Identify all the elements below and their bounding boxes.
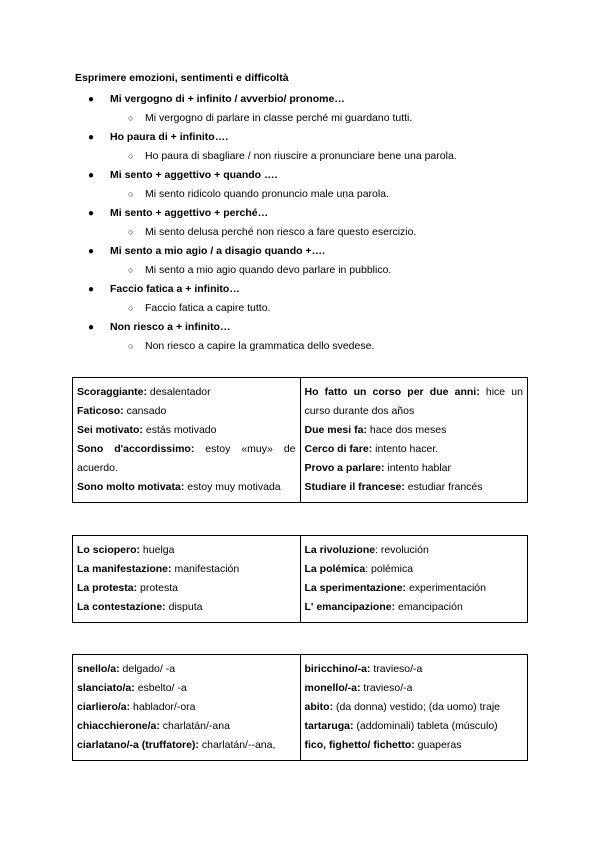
vocab-entry xyxy=(305,421,524,440)
vocab-column-right xyxy=(300,655,528,761)
list-subitem xyxy=(0,299,600,318)
expression-example: Non riesco a capire la grammatica dello svedese. xyxy=(145,340,375,352)
vocab-definition: estás motivado xyxy=(142,424,217,436)
expression-list xyxy=(0,90,600,356)
vocab-term: Sono d'accordissimo: xyxy=(77,443,195,455)
expression-phrase: Non riesco a + infinito… xyxy=(110,321,231,333)
vocab-definition: travieso/-a xyxy=(360,682,413,694)
vocab-term: ciarlatano/-a (truffatore): xyxy=(77,739,199,751)
vocab-term: La contestazione: xyxy=(77,601,166,613)
vocab-column-left xyxy=(73,655,301,761)
vocab-entry xyxy=(305,679,524,698)
vocab-entry xyxy=(77,598,296,617)
vocab-entry xyxy=(77,402,296,421)
vocab-definition: huelga xyxy=(140,544,175,556)
vocab-table-motivation xyxy=(72,377,528,503)
vocab-term: biricchino/-a: xyxy=(304,663,371,675)
bullet-icon: ● xyxy=(88,246,95,257)
vocab-entry xyxy=(77,660,296,679)
vocab-definition: delgado/ -a xyxy=(119,663,176,675)
vocab-term: La protesta: xyxy=(77,582,138,594)
vocab-term: slanciato/a: xyxy=(77,682,135,694)
vocab-term: La polémica xyxy=(304,563,366,575)
vocab-term: La rivoluzione xyxy=(304,544,376,556)
vocab-term: abito: xyxy=(304,701,334,713)
vocab-entry xyxy=(305,459,524,478)
vocab-definition: esbelto/ -a xyxy=(134,682,187,694)
vocab-entry xyxy=(305,579,524,598)
vocab-term: Cerco di fare: xyxy=(304,443,373,455)
bullet-icon: ● xyxy=(88,170,95,181)
circle-bullet-icon: ○ xyxy=(128,265,134,275)
vocab-definition: : polémica xyxy=(365,563,414,575)
vocab-entry xyxy=(77,541,296,560)
vocab-definition: (addominali) tableta (músculo) xyxy=(353,720,498,732)
vocab-entry xyxy=(77,440,296,478)
list-item xyxy=(0,280,600,299)
vocab-definition: hice un curso durante dos años xyxy=(304,386,523,417)
circle-bullet-icon: ○ xyxy=(128,227,134,237)
circle-bullet-icon: ○ xyxy=(128,151,134,161)
vocab-definition: travieso/-a xyxy=(370,663,423,675)
vocab-definition: cansado xyxy=(123,405,167,417)
vocab-term: Sei motivato: xyxy=(77,424,143,436)
vocab-entry xyxy=(305,598,524,617)
vocab-table-descriptions xyxy=(72,654,528,761)
vocab-entry xyxy=(305,478,524,497)
expression-phrase: Mi vergogno di + infinito / avverbio/ pronome… xyxy=(110,93,345,105)
vocab-term: fico, fighetto/ fichetto: xyxy=(304,739,415,751)
bullet-icon: ● xyxy=(88,132,95,143)
expression-example: Mi sento ridicolo quando pronuncio male una parola. xyxy=(145,188,389,200)
vocab-column-left xyxy=(73,536,301,623)
vocab-definition: hablador/-ora xyxy=(130,701,196,713)
vocab-definition: disputa xyxy=(165,601,203,613)
vocab-entry xyxy=(77,698,296,717)
vocab-column-left xyxy=(73,378,301,503)
vocab-term: snello/a: xyxy=(77,663,120,675)
expression-phrase: Faccio fatica a + infinito… xyxy=(110,283,240,295)
vocab-table-protest xyxy=(72,535,528,623)
vocab-entry xyxy=(77,736,296,755)
vocab-entry xyxy=(305,440,524,459)
vocab-term: Due mesi fa: xyxy=(304,424,367,436)
vocab-definition: manifestación xyxy=(171,563,240,575)
vocab-entry xyxy=(77,560,296,579)
vocab-entry xyxy=(305,660,524,679)
circle-bullet-icon: ○ xyxy=(128,303,134,313)
vocab-definition: guaperas xyxy=(414,739,462,751)
bullet-icon: ● xyxy=(88,94,95,105)
vocab-term: Sono molto motivata: xyxy=(77,481,185,493)
vocab-definition: intento hacer. xyxy=(372,443,439,455)
vocab-term: Faticoso: xyxy=(77,405,124,417)
vocab-column-right xyxy=(300,536,528,623)
vocab-term: Scoraggiante: xyxy=(77,386,148,398)
vocab-definition: estoy muy motivada xyxy=(184,481,281,493)
list-item xyxy=(0,166,600,185)
expression-example: Mi sento a mio agio quando devo parlare in pubblico. xyxy=(145,264,392,276)
vocab-entry xyxy=(305,383,524,421)
vocab-term: Studiare il francese: xyxy=(304,481,405,493)
expression-example: Mi vergogno di parlare in classe perché mi guardano tutti. xyxy=(145,112,413,124)
vocab-term: chiacchierone/a: xyxy=(77,720,160,732)
section-heading: Esprimere emozioni, sentimenti e difficoltà xyxy=(75,72,289,84)
vocab-definition: hace dos meses xyxy=(366,424,447,436)
vocab-definition: charlatán/-ana xyxy=(159,720,230,732)
vocab-term: La manifestazione: xyxy=(77,563,172,575)
vocab-entry xyxy=(305,717,524,736)
expression-example: Faccio fatica a capire tutto. xyxy=(145,302,271,314)
vocab-term: Ho fatto un corso per due anni: xyxy=(304,386,480,398)
vocab-definition: intento hablar xyxy=(384,462,452,474)
list-item xyxy=(0,204,600,223)
vocab-entry xyxy=(77,717,296,736)
vocab-entry xyxy=(305,541,524,560)
vocab-definition: desalentador xyxy=(147,386,211,398)
list-subitem xyxy=(0,261,600,280)
list-subitem xyxy=(0,337,600,356)
bullet-icon: ● xyxy=(88,284,95,295)
list-subitem xyxy=(0,109,600,128)
list-item xyxy=(0,242,600,261)
circle-bullet-icon: ○ xyxy=(128,189,134,199)
circle-bullet-icon: ○ xyxy=(128,113,134,123)
expression-example: Mi sento delusa perché non riesco a fare questo esercizio. xyxy=(145,226,417,238)
circle-bullet-icon: ○ xyxy=(128,341,134,351)
list-subitem xyxy=(0,147,600,166)
vocab-definition: protesta xyxy=(137,582,178,594)
vocab-entry xyxy=(77,679,296,698)
vocab-entry xyxy=(305,736,524,755)
list-item xyxy=(0,128,600,147)
list-subitem xyxy=(0,185,600,204)
vocab-term: Lo sciopero: xyxy=(77,544,141,556)
vocab-entry xyxy=(77,579,296,598)
expression-phrase: Ho paura di + infinito…. xyxy=(110,131,229,143)
bullet-icon: ● xyxy=(88,208,95,219)
vocab-entry xyxy=(305,560,524,579)
vocab-entry xyxy=(305,698,524,717)
vocab-term: tartaruga: xyxy=(304,720,354,732)
vocab-term: Provo a parlare: xyxy=(304,462,385,474)
vocab-term: ciarliero/a: xyxy=(77,701,131,713)
vocab-column-right xyxy=(300,378,528,503)
vocab-definition: estoy «muy» de acuerdo. xyxy=(77,443,296,474)
list-subitem xyxy=(0,223,600,242)
vocab-definition: (da donna) vestido; (da uomo) traje xyxy=(333,701,501,713)
vocab-entry xyxy=(77,421,296,440)
vocab-definition: estudiar francés xyxy=(404,481,483,493)
expression-phrase: Mi sento a mio agio / a disagio quando +…. xyxy=(110,245,325,257)
expression-example: Ho paura di sbagliare / non riuscire a pronunciare bene una parola. xyxy=(145,150,457,162)
vocab-term: La sperimentazione: xyxy=(304,582,407,594)
vocab-definition: emancipación xyxy=(395,601,463,613)
list-item xyxy=(0,318,600,337)
vocab-term: L' emancipazione: xyxy=(304,601,396,613)
vocab-definition: : revolución xyxy=(375,544,429,556)
bullet-icon: ● xyxy=(88,322,95,333)
expression-phrase: Mi sento + aggettivo + perché… xyxy=(110,207,269,219)
vocab-entry xyxy=(77,383,296,402)
vocab-term: monello/-a: xyxy=(304,682,361,694)
vocab-definition: experimentación xyxy=(406,582,486,594)
expression-phrase: Mi sento + aggettivo + quando …. xyxy=(110,169,278,181)
vocab-entry xyxy=(77,478,296,497)
list-item xyxy=(0,90,600,109)
vocab-definition: charlatán/--ana, xyxy=(198,739,276,751)
